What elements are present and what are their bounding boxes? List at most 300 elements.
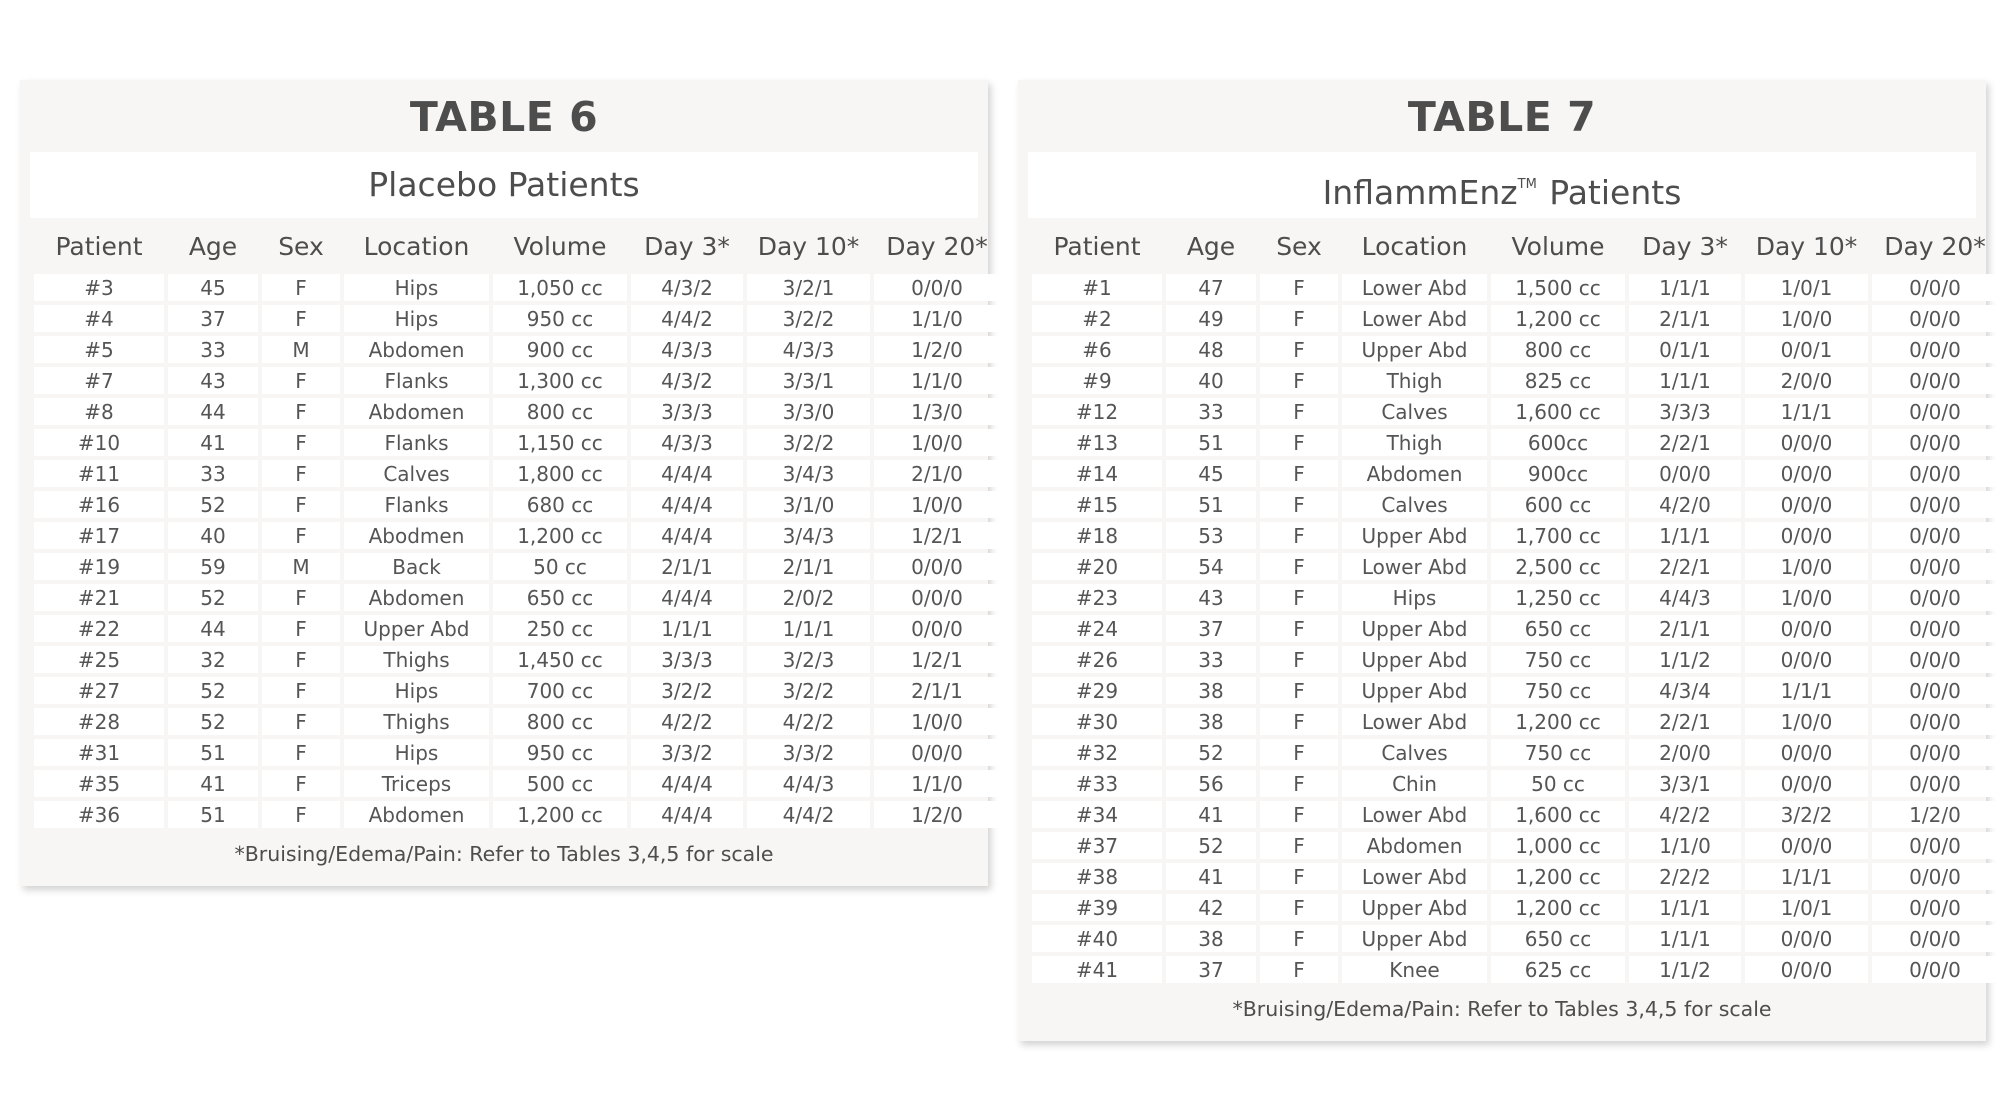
table-cell: F [262,615,340,642]
table-cell: Flanks [344,367,489,394]
table-row [1032,677,1998,704]
table-cell: 2/1/1 [747,553,870,580]
table-cell: F [1260,305,1338,332]
table-cell: 2/2/1 [1629,429,1741,456]
column-header: Day 20* [1884,231,1986,261]
table-cell: 1,050 cc [493,274,627,301]
table-cell: 1/1/1 [631,615,743,642]
table-6-panel [20,80,988,886]
table-cell: 1/2/0 [874,336,1000,363]
table-cell: 3/3/1 [747,367,870,394]
table-cell: 1,500 cc [1491,274,1625,301]
table-cell: 45 [168,274,258,301]
table-row [34,739,1000,766]
table-cell: 44 [168,615,258,642]
table-cell: #29 [1032,677,1162,704]
table-cell: #41 [1032,956,1162,983]
table-cell: 0/0/0 [874,584,1000,611]
table-cell: 2/1/0 [874,460,1000,487]
table-cell: #27 [34,677,164,704]
table-cell: 3/3/3 [631,646,743,673]
table-cell: F [1260,522,1338,549]
table-cell: #3 [34,274,164,301]
table-cell: 0/0/1 [1745,336,1868,363]
table-cell: F [1260,708,1338,735]
table-cell: F [262,801,340,828]
table-cell: #8 [34,398,164,425]
table-cell: 1/1/1 [1745,863,1868,890]
table-row [1032,398,1998,425]
footnote: *Bruising/Edema/Pain: Refer to Tables 3,4,5 for scale [1232,997,1772,1021]
column-header: Day 10* [1755,231,1858,261]
table-cell: Thighs [344,708,489,735]
table-row [1032,801,1998,828]
table-cell: 3/3/3 [1629,398,1741,425]
table-row [1032,739,1998,766]
table-cell: 4/2/2 [747,708,870,735]
table-cell: 0/0/0 [1872,894,1998,921]
table-cell: 0/0/0 [874,274,1000,301]
table-cell: 0/0/0 [1745,832,1868,859]
table-cell: Abdomen [344,801,489,828]
table-cell: #11 [34,460,164,487]
table-cell: 4/2/0 [1629,491,1741,518]
table-cell: 1,600 cc [1491,398,1625,425]
table-cell: 3/3/0 [747,398,870,425]
column-header: Location [1361,231,1468,261]
table-cell: 0/0/0 [1745,460,1868,487]
table-row [34,274,1000,301]
table-cell: 0/0/0 [1872,429,1998,456]
table-cell: Lower Abd [1342,305,1487,332]
table-cell: #13 [1032,429,1162,456]
table-cell: 250 cc [493,615,627,642]
table-cell: Upper Abd [1342,646,1487,673]
table-cell: F [1260,615,1338,642]
table-cell: Upper Abd [1342,522,1487,549]
column-header: Location [363,231,470,261]
table-cell: 51 [168,739,258,766]
table-cell: 500 cc [493,770,627,797]
table-cell: #7 [34,367,164,394]
table-cell: 0/0/0 [1745,925,1868,952]
table-cell: Hips [344,274,489,301]
table-cell: 0/0/0 [1872,925,1998,952]
table-cell: #34 [1032,801,1162,828]
column-header: Day 3* [1642,231,1728,261]
table-cell: #4 [34,305,164,332]
table-row [1032,646,1998,673]
table-cell: F [1260,646,1338,673]
table-cell: Upper Abd [1342,677,1487,704]
table-cell: 1,000 cc [1491,832,1625,859]
table-cell: #9 [1032,367,1162,394]
table-cell: 1/0/1 [1745,274,1868,301]
table-cell: M [262,553,340,580]
table-cell: 0/0/0 [1872,522,1998,549]
table-cell: Lower Abd [1342,708,1487,735]
table-cell: #10 [34,429,164,456]
column-header: Sex [1276,231,1322,261]
table-title: TABLE 6 [409,93,599,141]
table-row [1032,708,1998,735]
table-cell: Lower Abd [1342,553,1487,580]
table-cell: 1,700 cc [1491,522,1625,549]
table-subtitle [1028,152,1976,218]
table-cell: #17 [34,522,164,549]
table-cell: 4/2/2 [1629,801,1741,828]
column-header: Patient [55,231,143,261]
table-row [34,491,1000,518]
table-cell: 900 cc [493,336,627,363]
table-cell: 0/0/0 [1872,491,1998,518]
table-cell: #36 [34,801,164,828]
table-cell: 2/1/1 [874,677,1000,704]
table-row [34,460,1000,487]
table-cell: Upper Abd [1342,894,1487,921]
table-cell: #16 [34,491,164,518]
table-cell: F [1260,553,1338,580]
table-cell: F [262,460,340,487]
table-cell: 0/0/0 [1872,956,1998,983]
table-cell: 51 [1166,491,1256,518]
table-cell: 1/1/0 [874,367,1000,394]
table-cell: 4/4/4 [631,460,743,487]
column-header: Day 10* [757,231,860,261]
table-cell: 2/1/1 [1629,305,1741,332]
table-cell: 0/0/0 [874,553,1000,580]
table-cell: 1/1/2 [1629,646,1741,673]
table-cell: 40 [168,522,258,549]
table-cell: Hips [344,739,489,766]
table-cell: Chin [1342,770,1487,797]
table-cell: #24 [1032,615,1162,642]
table-row [1032,615,1998,642]
table-cell: F [1260,460,1338,487]
table-cell: 32 [168,646,258,673]
table-row [1032,367,1998,394]
table-cell: #14 [1032,460,1162,487]
column-header: Volume [513,231,607,261]
table-cell: 54 [1166,553,1256,580]
table-cell: Abdomen [344,336,489,363]
table-cell: F [262,305,340,332]
table-cell: 51 [168,801,258,828]
table-cell: 0/0/0 [1745,646,1868,673]
table-cell: 52 [1166,832,1256,859]
table-cell: 33 [1166,398,1256,425]
table-cell: 33 [168,460,258,487]
table-cell: F [262,491,340,518]
table-cell: Abdomen [1342,832,1487,859]
table-cell: #31 [34,739,164,766]
table-cell: 1/0/0 [1745,708,1868,735]
table-cell: F [1260,770,1338,797]
table-cell: 0/0/0 [1745,429,1868,456]
table-cell: F [262,770,340,797]
table-cell: 1,150 cc [493,429,627,456]
table-cell: 950 cc [493,305,627,332]
table-cell: 42 [1166,894,1256,921]
table-cell: 2/0/0 [1745,367,1868,394]
table-cell: 650 cc [1491,615,1625,642]
table-cell: 0/0/0 [1872,770,1998,797]
table-cell: F [1260,336,1338,363]
table-cell: 825 cc [1491,367,1625,394]
data-table [1028,218,2000,987]
table-cell: F [1260,491,1338,518]
table-cell: 1/1/2 [1629,956,1741,983]
table-cell: F [1260,956,1338,983]
table-cell: F [1260,739,1338,766]
table-cell: 52 [168,584,258,611]
table-cell: 1/1/0 [874,770,1000,797]
table-cell: 3/2/2 [747,429,870,456]
table-cell: 2/0/2 [747,584,870,611]
table-cell: 49 [1166,305,1256,332]
table-cell: 53 [1166,522,1256,549]
table-cell: 800 cc [1491,336,1625,363]
table-cell: F [1260,863,1338,890]
table-cell: 38 [1166,708,1256,735]
table-cell: 0/0/0 [1745,739,1868,766]
table-cell: F [1260,274,1338,301]
table-cell: 2/1/1 [631,553,743,580]
table-row [34,708,1000,735]
trademark-mark: TM [1517,177,1537,192]
table-cell: 1/1/1 [1629,894,1741,921]
table-cell: 625 cc [1491,956,1625,983]
table-row [1032,460,1998,487]
table-row [34,646,1000,673]
table-cell: 3/3/2 [631,739,743,766]
table-cell: F [1260,584,1338,611]
table-cell: #5 [34,336,164,363]
table-cell: Calves [1342,398,1487,425]
table-cell: F [1260,429,1338,456]
table-row [34,398,1000,425]
table-cell: Back [344,553,489,580]
table-cell: #28 [34,708,164,735]
table-cell: #15 [1032,491,1162,518]
table-cell: 0/0/0 [1872,739,1998,766]
table-cell: 0/0/0 [1745,615,1868,642]
table-cell: Calves [344,460,489,487]
table-row [1032,584,1998,611]
footnote: *Bruising/Edema/Pain: Refer to Tables 3,4,5 for scale [234,842,774,866]
table-cell: 0/0/0 [874,739,1000,766]
table-row [34,522,1000,549]
table-cell: 0/0/0 [1745,956,1868,983]
table-cell: F [262,739,340,766]
table-cell: 3/4/3 [747,522,870,549]
table-cell: 0/1/1 [1629,336,1741,363]
column-header: Age [188,231,238,261]
table-cell: #39 [1032,894,1162,921]
table-row [1032,894,1998,921]
table-cell: 750 cc [1491,739,1625,766]
table-cell: 1/2/0 [1872,801,1998,828]
table-cell: 47 [1166,274,1256,301]
table-cell: Lower Abd [1342,863,1487,890]
table-cell: 1/0/0 [874,429,1000,456]
table-title: TABLE 7 [1407,93,1597,141]
table-cell: 1/0/1 [1745,894,1868,921]
table-cell: F [262,429,340,456]
table-cell: F [1260,801,1338,828]
data-table [30,218,1004,832]
table-row [34,801,1000,828]
table-cell: Upper Abd [1342,925,1487,952]
table-row [1032,863,1998,890]
table-cell: 3/2/2 [1745,801,1868,828]
header-row [34,222,1000,270]
table-cell: 3/2/2 [747,305,870,332]
table-row [34,677,1000,704]
table-cell: #32 [1032,739,1162,766]
table-row [1032,553,1998,580]
table-row [34,553,1000,580]
table-header [1032,222,1998,270]
table-cell: 52 [168,708,258,735]
table-cell: 650 cc [1491,925,1625,952]
table-cell: 1/0/0 [1745,584,1868,611]
table-cell: 1,200 cc [1491,708,1625,735]
table-cell: 1,250 cc [1491,584,1625,611]
table-body [34,274,1000,828]
table-cell: 45 [1166,460,1256,487]
table-cell: 0/0/0 [1872,832,1998,859]
table-cell: 0/0/0 [1872,615,1998,642]
table-7-panel [1018,80,1986,1041]
table-cell: 1/0/0 [1745,305,1868,332]
table-cell: 0/0/0 [1629,460,1741,487]
table-cell: #38 [1032,863,1162,890]
table-cell: 33 [1166,646,1256,673]
table-cell: 4/3/3 [631,429,743,456]
table-cell: 0/0/0 [1872,460,1998,487]
table-cell: 4/4/4 [631,584,743,611]
table-cell: Abodmen [344,522,489,549]
table-cell: 1,450 cc [493,646,627,673]
table-cell: F [262,522,340,549]
table-row [34,584,1000,611]
table-cell: Triceps [344,770,489,797]
table-cell: 3/3/3 [631,398,743,425]
table-cell: 43 [1166,584,1256,611]
subtitle-text: InflammEnz [1322,173,1518,212]
table-cell: 1/3/0 [874,398,1000,425]
table-cell: Upper Abd [344,615,489,642]
table-cell: 4/4/3 [1629,584,1741,611]
table-cell: 0/0/0 [1872,367,1998,394]
table-cell: 1/1/1 [1629,522,1741,549]
table-cell: 4/4/2 [631,305,743,332]
table-cell: 41 [168,429,258,456]
column-header: Volume [1511,231,1605,261]
table-cell: 1/0/0 [1745,553,1868,580]
table-cell: 0/0/0 [1745,491,1868,518]
table-cell: 41 [1166,801,1256,828]
table-cell: 680 cc [493,491,627,518]
table-cell: 0/0/0 [1872,305,1998,332]
table-cell: Hips [344,677,489,704]
table-row [1032,274,1998,301]
table-cell: 0/0/0 [1872,863,1998,890]
column-header: Sex [278,231,324,261]
table-row [1032,832,1998,859]
table-cell: #37 [1032,832,1162,859]
table-cell: 3/2/2 [747,677,870,704]
table-cell: 600cc [1491,429,1625,456]
table-cell: #18 [1032,522,1162,549]
column-header: Day 20* [886,231,988,261]
table-cell: Calves [1342,491,1487,518]
table-cell: 41 [1166,863,1256,890]
table-cell: #19 [34,553,164,580]
column-header: Day 3* [644,231,730,261]
table-cell: 37 [1166,956,1256,983]
table-cell: F [1260,894,1338,921]
table-cell: 1/1/0 [1629,832,1741,859]
table-cell: 4/3/2 [631,274,743,301]
table-cell: 44 [168,398,258,425]
table-cell: 52 [168,677,258,704]
subtitle-text: Placebo Patients [368,165,640,204]
table-cell: 1,200 cc [1491,894,1625,921]
table-cell: #30 [1032,708,1162,735]
table-cell: 0/0/0 [1872,708,1998,735]
table-cell: Calves [1342,739,1487,766]
table-cell: F [1260,925,1338,952]
table-cell: Thigh [1342,367,1487,394]
table-cell: F [262,367,340,394]
table-cell: 4/4/4 [631,522,743,549]
table-cell: 3/2/1 [747,274,870,301]
table-cell: 750 cc [1491,677,1625,704]
table-cell: 4/2/2 [631,708,743,735]
table-cell: 56 [1166,770,1256,797]
table-row [1032,336,1998,363]
table-row [1032,925,1998,952]
table-cell: F [262,274,340,301]
table-cell: F [262,584,340,611]
table-cell: 1/0/0 [874,491,1000,518]
table-cell: 37 [1166,615,1256,642]
table-cell: 3/3/1 [1629,770,1741,797]
table-cell: F [1260,677,1338,704]
table-cell: Knee [1342,956,1487,983]
table-cell: #1 [1032,274,1162,301]
table-cell: 0/0/0 [1745,522,1868,549]
table-cell: 0/0/0 [1745,770,1868,797]
table-cell: 4/3/3 [631,336,743,363]
table-cell: 900cc [1491,460,1625,487]
table-row [34,770,1000,797]
table-cell: #35 [34,770,164,797]
table-subtitle [30,152,978,218]
table-cell: 0/0/0 [1872,398,1998,425]
table-cell: #33 [1032,770,1162,797]
table-cell: 38 [1166,677,1256,704]
table-cell: Lower Abd [1342,801,1487,828]
table-cell: 3/2/2 [631,677,743,704]
table-cell: Thigh [1342,429,1487,456]
table-cell: Upper Abd [1342,336,1487,363]
table-cell: 1,600 cc [1491,801,1625,828]
table-cell: 3/3/2 [747,739,870,766]
table-cell: #12 [1032,398,1162,425]
